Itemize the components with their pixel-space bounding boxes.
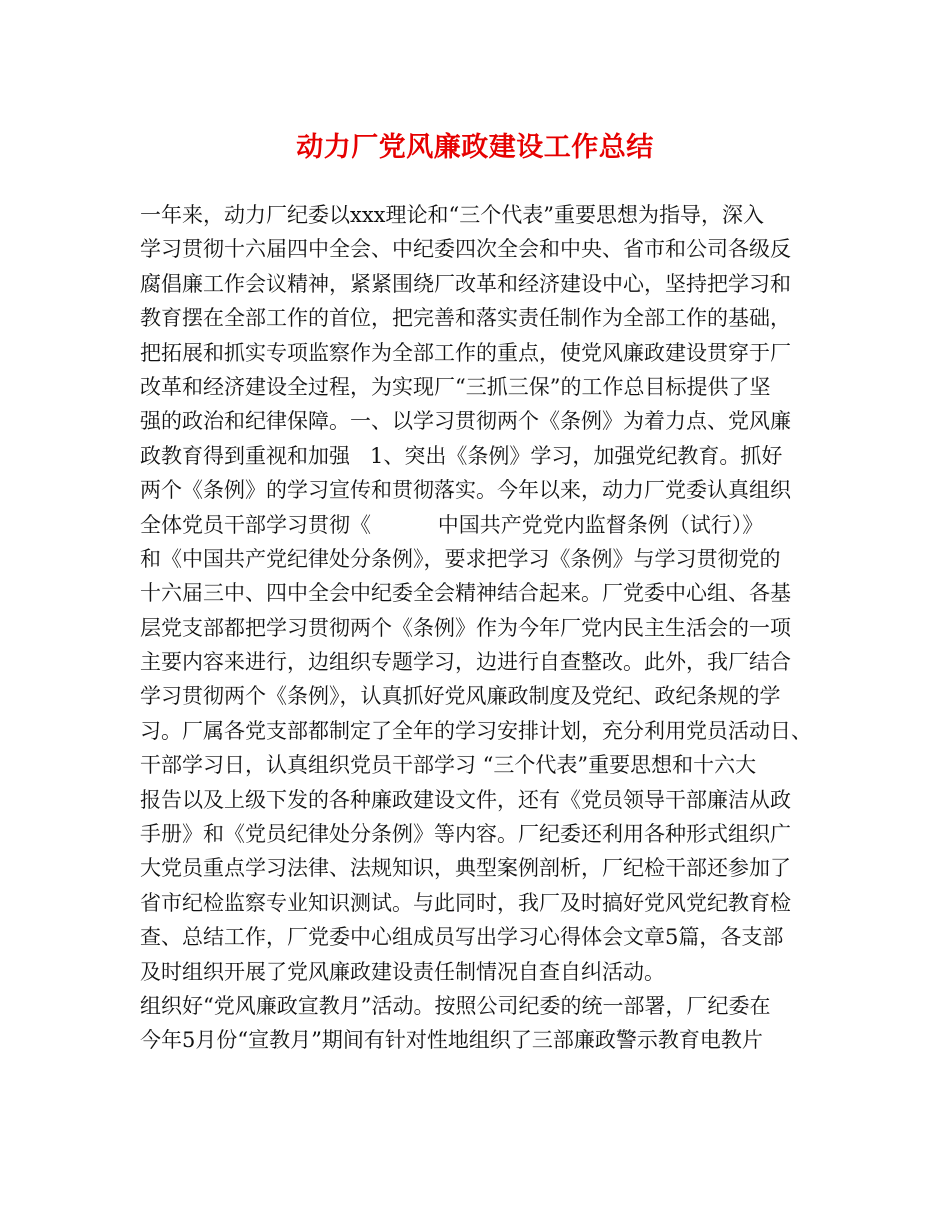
body-line: 改革和经济建设全过程，为实现厂“三抓三保”的工作总目标提供了坚 — [140, 374, 771, 399]
body-line: 报告以及上级下发的各种廉政建设文件，还有《党员领导干部廉洁从政 — [140, 787, 791, 812]
body-line: 和《中国共产党纪律处分条例》，要求把学习《条例》与学习贯彻党的 — [140, 546, 781, 571]
body-line: 学习贯彻两个《条例》，认真抓好党风廉政制度及党纪、政纪条规的学 — [140, 684, 781, 709]
body-line: 习。厂属各党支部都制定了全年的学习安排计划，充分利用党员活动日、 — [140, 718, 812, 743]
body-line: 组织好“党风廉政宣教月”活动。按照公司纪委的统一部署，厂纪委在 — [140, 993, 771, 1018]
body-line: 今年5月份“宣教月”期间有针对性地组织了三部廉政警示教育电教片 — [140, 1028, 763, 1053]
body-line: 腐倡廉工作会议精神，紧紧围绕厂改革和经济建设中心，坚持把学习和 — [140, 271, 791, 296]
body-line: 大党员重点学习法律、法规知识，典型案例剖析，厂纪检干部还参加了 — [140, 856, 791, 881]
body-line: 查、总结工作，厂党委中心组成员写出学习心得体会文章5篇，各支部 — [140, 925, 784, 950]
body-line: 手册》和《党员纪律处分条例》等内容。厂纪委还利用各种形式组织广 — [140, 822, 791, 847]
body-line: 两个《条例》的学习宣传和贯彻落实。今年以来，动力厂党委认真组织 — [140, 478, 791, 503]
body-line: 一年来，动力厂纪委以xxx理论和“三个代表”重要思想为指导，深入 — [140, 203, 764, 227]
body-line: 学习贯彻十六届四中全会、中纪委四次全会和中央、省市和公司各级反 — [140, 237, 791, 262]
document-title: 动力厂党风廉政建设工作总结 — [296, 132, 654, 163]
body-line: 把拓展和抓实专项监察作为全部工作的重点，使党风廉政建设贯穿于厂 — [140, 340, 791, 365]
body-line: 干部学习日，认真组织党员干部学习 “三个代表”重要思想和十六大 — [140, 753, 757, 778]
body-line: 十六届三中、四中全会中纪委全会精神结合起来。厂党委中心组、各基 — [140, 581, 791, 606]
body-line: 政教育得到重视和加强 1、突出《条例》学习，加强党纪教育。抓好 — [140, 443, 783, 468]
body-line: 层党支部都把学习贯彻两个《条例》作为今年厂党内民主生活会的一项 — [140, 615, 791, 640]
body-line: 省市纪检监察专业知识测试。与此同时，我厂及时搞好党风党纪教育检 — [140, 890, 791, 915]
body-line: 及时组织开展了党风廉政建设责任制情况自查自纠活动。 — [140, 959, 665, 984]
body-line: 主要内容来进行，边组织专题学习，边进行自查整改。此外，我厂结合 — [140, 650, 791, 675]
body-line: 强的政治和纪律保障。一、以学习贯彻两个《条例》为着力点、党风廉 — [140, 409, 791, 434]
body-line: 教育摆在全部工作的首位，把完善和落实责任制作为全部工作的基础， — [140, 306, 791, 331]
body-line: 全体党员干部学习贯彻《 中国共产党党内监督条例（试行）》 — [140, 512, 764, 537]
document-body — [140, 198, 820, 1058]
